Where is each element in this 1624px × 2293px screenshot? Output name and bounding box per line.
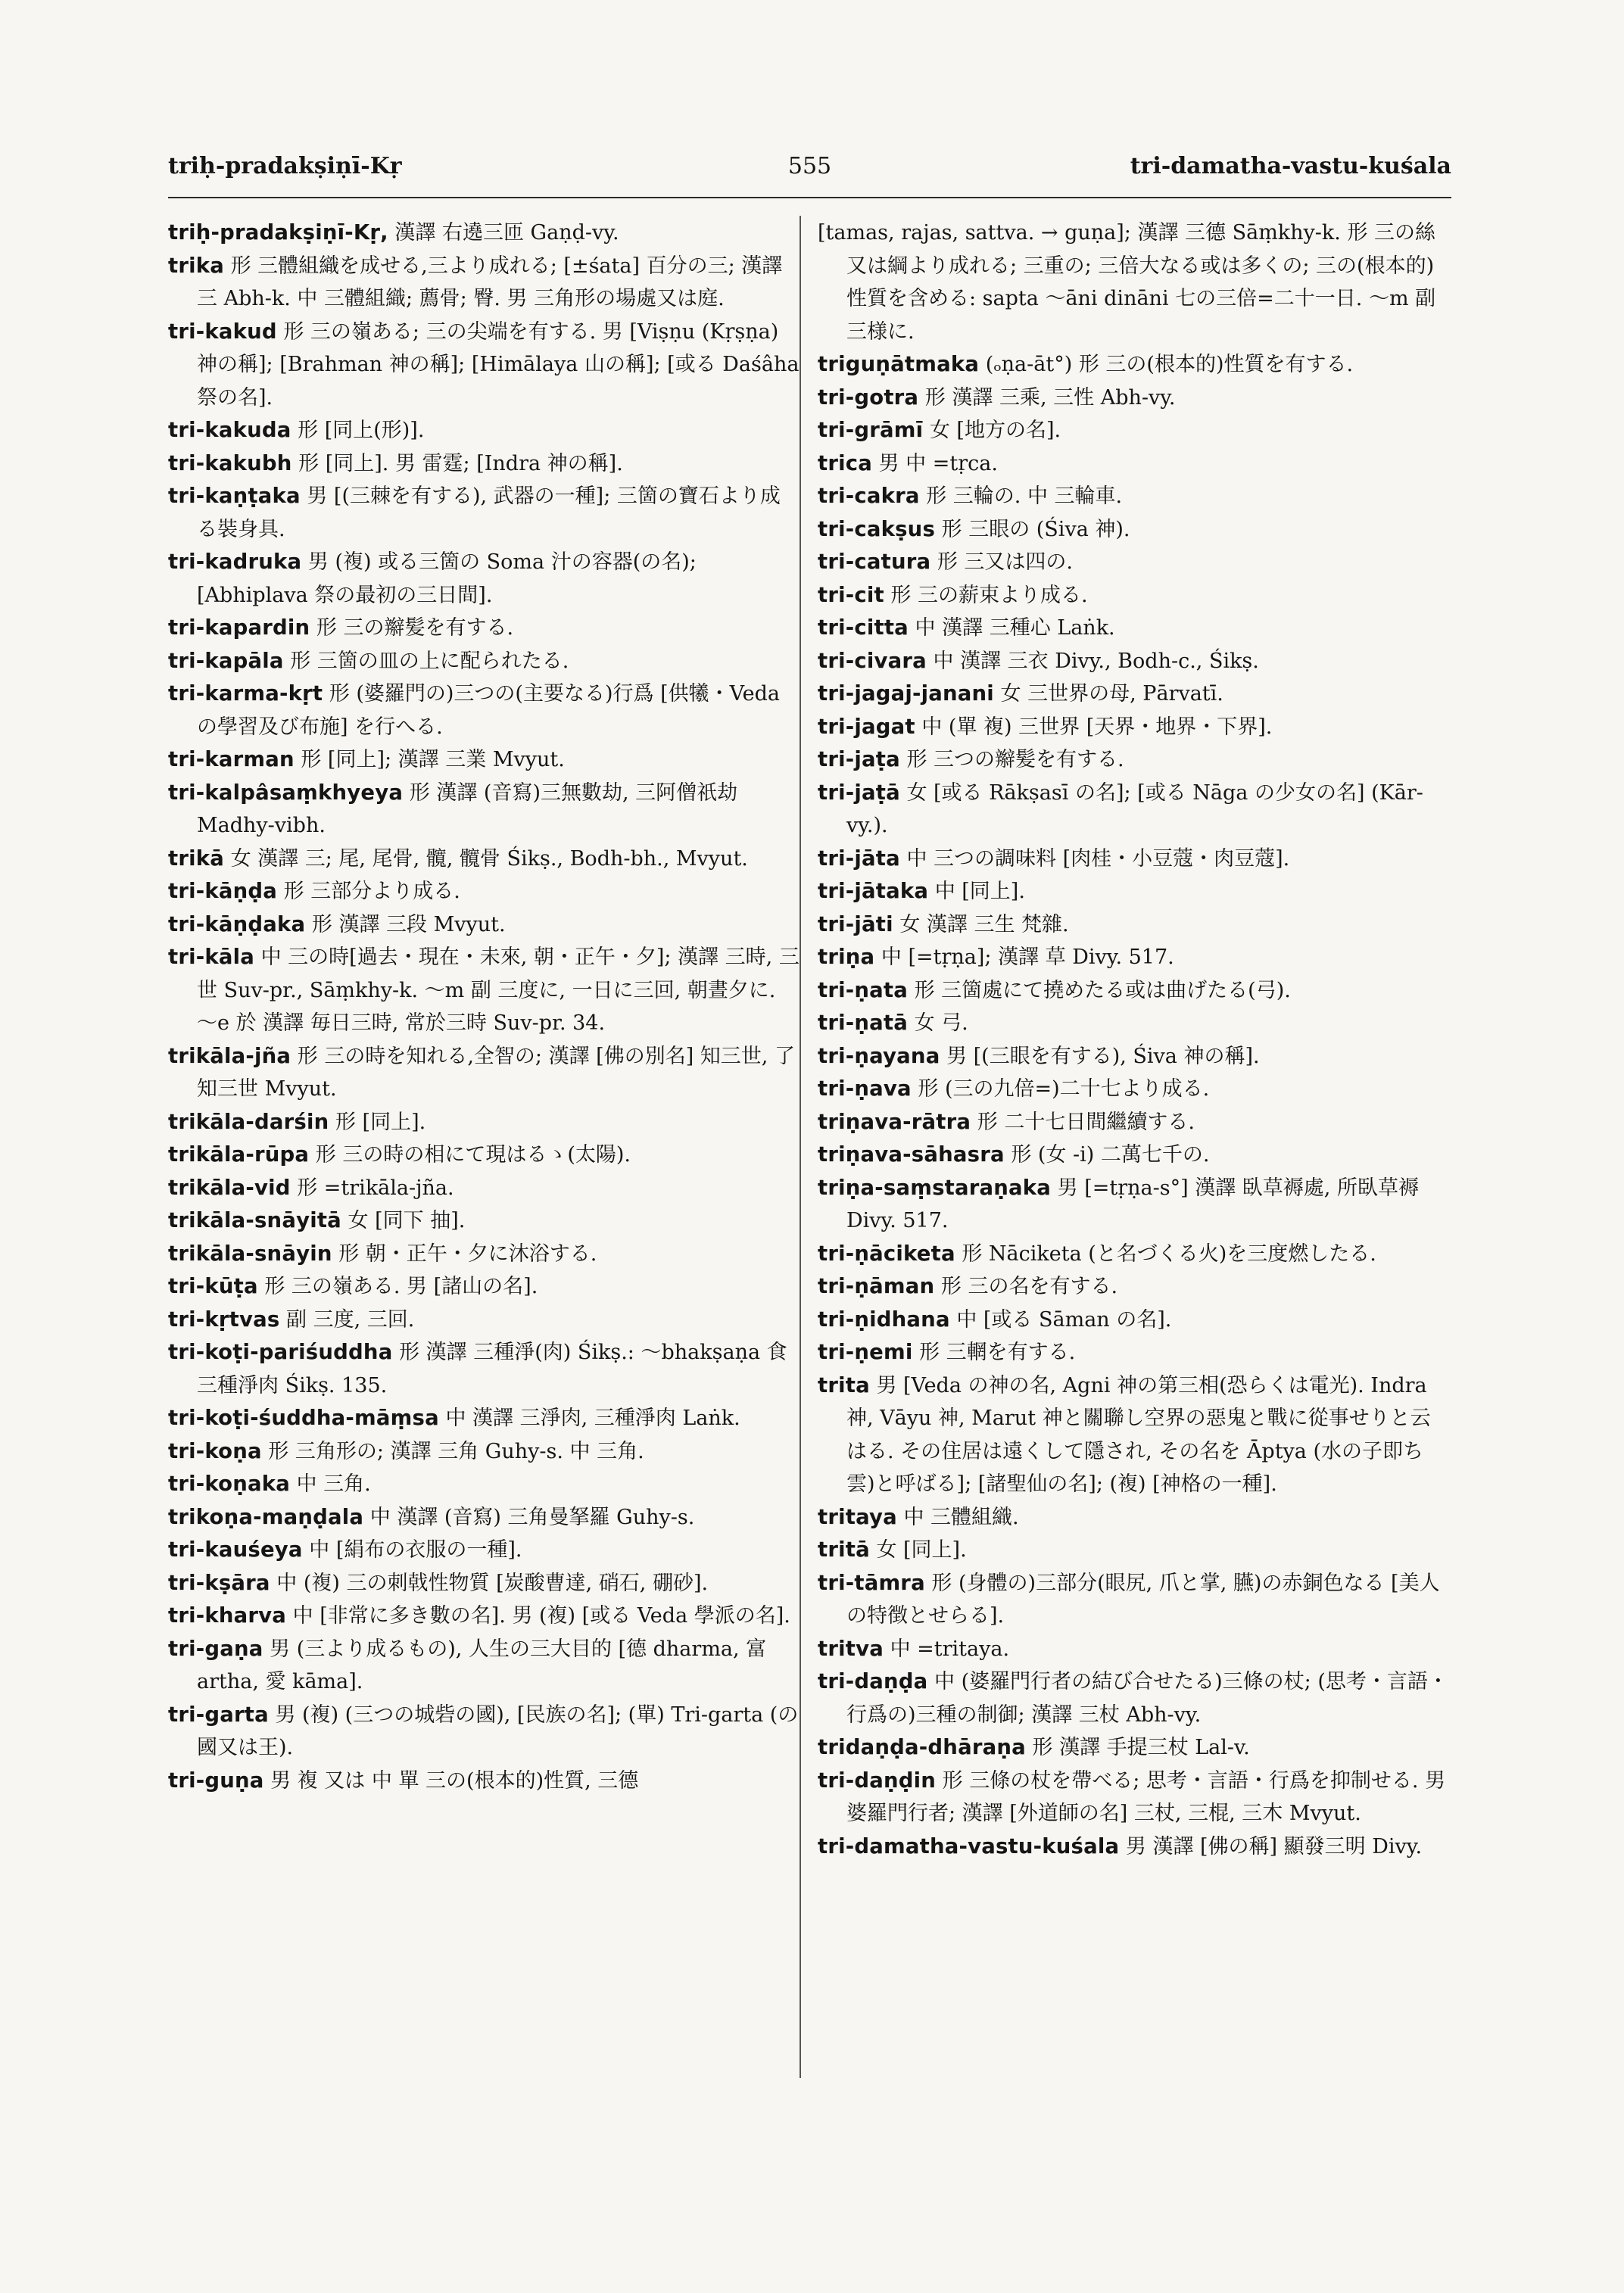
dictionary-entry (168, 1435, 800, 1469)
headword: tri-ṇidhana (818, 1307, 950, 1332)
definition: 形 三角形の; 漢譯 三角 Guhy-s. 中 三角. (268, 1439, 644, 1463)
headword: tri-ṇata (818, 977, 908, 1002)
headword: tri-ṇatā (818, 1011, 908, 1035)
headword: tri-koṭi-śuddha-māṃsa (168, 1406, 439, 1430)
headword: tritaya (818, 1504, 897, 1529)
dictionary-entry (818, 1501, 1450, 1534)
headword: trikāla-darśin (168, 1109, 329, 1134)
right-column (818, 217, 1450, 1863)
definition: 男 [=tṛṇa-s°] 漢譯 臥草褥處, 所臥草褥 Divy. 517. (846, 1176, 1419, 1232)
dictionary-entry (818, 777, 1450, 843)
headword: tri-kāṇḍaka (168, 911, 306, 936)
definition: 形 三の薪束より成る. (890, 583, 1088, 607)
headword: trica (818, 450, 872, 475)
definition: 女 [同上]. (876, 1538, 967, 1562)
headword: tri-kakud (168, 319, 277, 344)
headword: tri-jaṭa (818, 747, 900, 771)
headword: triṇa (818, 945, 875, 969)
headword: tri-kāla (168, 945, 254, 969)
dictionary-entry (168, 843, 800, 876)
headword: trikāla-snāyitā (168, 1208, 341, 1232)
headword: tri-kaṇṭaka (168, 484, 301, 508)
dictionary-entry (818, 974, 1450, 1008)
definition: 形 三眼の (Śiva 神). (941, 517, 1130, 541)
headword: tri-ṇāciketa (818, 1241, 955, 1266)
headword: tri-kṛtvas (168, 1307, 280, 1332)
headword: triṇava-sāhasra (818, 1142, 1005, 1167)
headword: tri-ṇāman (818, 1274, 935, 1298)
headword: tri-daṇḍa (818, 1669, 928, 1693)
dictionary-entry (168, 1336, 800, 1402)
dictionary-entry (818, 1665, 1450, 1731)
definition: 中 漢譯 (音寫) 三角曼拏羅 Guhy-s. (369, 1505, 695, 1529)
definition: 形 三の時の相にて現はるゝ(太陽). (315, 1143, 631, 1167)
definition: 中 三體組織. (903, 1505, 1019, 1529)
definition: 形 三の嶺ある; 三の尖端を有する. 男 [Viṣṇu (Kṛṣṇa) 神の稱]; [Brahman 神の稱]; [Himālaya 山の稱]; [或る Daśâha 祭の名]. (197, 319, 800, 410)
dictionary-entry (168, 1040, 800, 1106)
definition: 女 漢譯 三; 尾, 尾骨, 髖, 髖骨 Śikṣ., Bodh-bh., Mvyut. (230, 846, 748, 871)
headword: trikāla-jña (168, 1043, 291, 1068)
headword: tri-jātaka (818, 879, 929, 903)
definition: 形 (女 -i) 二萬七千の. (1011, 1143, 1210, 1167)
definition: 中 三角. (296, 1472, 371, 1496)
headword: tri-tāmra (818, 1570, 925, 1595)
definition: 中 (單 複) 三世界 [天界・地界・下界]. (921, 715, 1273, 739)
dictionary-entry (818, 348, 1450, 382)
headword: tri-jagat (818, 714, 915, 739)
definition: 形 (三の九倍=)二十七より成る. (918, 1077, 1210, 1101)
headword: tri-kṣāra (168, 1570, 270, 1595)
headword: tri-kadruka (168, 550, 302, 574)
dictionary-entry (818, 1238, 1450, 1271)
dictionary-entry (168, 1567, 800, 1600)
definition: 形 三つの辮髪を有する. (906, 748, 1124, 771)
dictionary-entry (818, 480, 1450, 513)
definition: 漢譯 右遶三匝 Gaṇḍ-vy. (394, 221, 619, 245)
headword: tri-gotra (818, 385, 919, 410)
dictionary-entry (818, 382, 1450, 415)
page-number: 555 (787, 153, 832, 179)
headword: tri-koṇa (168, 1438, 262, 1463)
definition: 女 [地方の名]. (929, 419, 1061, 442)
dictionary-entry (818, 678, 1450, 711)
dictionary-entry (168, 217, 800, 250)
dictionary-entry (168, 1501, 800, 1534)
header-rule (168, 197, 1451, 198)
dictionary-entry (818, 447, 1450, 481)
dictionary-entry (818, 1304, 1450, 1337)
dictionary-entry (818, 1040, 1450, 1073)
dictionary-entry (818, 1106, 1450, 1139)
headword: tri-jāti (818, 911, 893, 936)
left-column (168, 217, 800, 1797)
definition: 形 三の名を有する. (940, 1275, 1118, 1298)
definition: 男 漢譯 [佛の稱] 顯發三明 Divy. (1125, 1834, 1423, 1858)
dictionary-entry (818, 546, 1450, 579)
definition: 中 三の時[過去・現在・未來, 朝・正午・夕]; 漢譯 三時, 三世 Suv-pr., Sāṃkhy-k. ～m 副 三度に, 一日に三回, 朝晝夕に. ～e 於 漢譯 毎日三時, 常於三時 Suv-pr. 34. (197, 946, 800, 1035)
headword: tri-guṇa (168, 1768, 264, 1793)
dictionary-entry (818, 1336, 1450, 1369)
dictionary-entry (168, 941, 800, 1040)
headword: tri-jāta (818, 846, 900, 871)
headword: tritā (818, 1537, 870, 1562)
definition: 中 [絹布の衣服の一種]. (309, 1538, 522, 1562)
headword: tri-karma-kṛt (168, 681, 323, 706)
definition: 形 二十七日間繼續する. (977, 1110, 1195, 1134)
definition: 中 (複) 三の刺戟性物質 [炭酸曹達, 硝石, 硼砂]. (276, 1571, 709, 1595)
definition: 男 [(三眼を有する), Śiva 神の稱]. (946, 1044, 1260, 1068)
dictionary-entry (168, 678, 800, 743)
definition: 男 (三より成るもの), 人生の三大目的 [德 dharma, 富 artha, 愛 kāma]. (197, 1637, 767, 1693)
headword: triṇa-saṃstaraṇaka (818, 1175, 1052, 1200)
definition: 中 [或る Sāman の名]. (956, 1307, 1172, 1332)
dictionary-entry (168, 743, 800, 777)
definition: 形 漢譯 (音寫)三無數劫, 三阿僧祇劫 Madhy-vibh. (197, 780, 738, 837)
headword: tri-ṇava (818, 1076, 912, 1101)
running-head-right: tri-damatha-vastu-kuśala (1130, 153, 1451, 179)
definition: 中 (婆羅門行者の結び合せたる)三條の杖; (思考・言語・行爲の)三種の制御; 漢譯 三杖 Abh-vy. (846, 1670, 1448, 1727)
definition: 男 複 又は 中 單 三の(根本的)性質, 三德 (270, 1768, 639, 1793)
dictionary-entry (168, 480, 800, 546)
dictionary-entry (168, 1204, 800, 1238)
headword: tri-jagaj-janani (818, 681, 994, 706)
dictionary-entry (818, 217, 1450, 348)
definition: 形 [同上(形)]. (298, 419, 425, 442)
dictionary-entry (818, 875, 1450, 908)
definition: 形 三の辮髪を有する. (316, 616, 514, 640)
dictionary-entry (168, 645, 800, 678)
definition: 女 漢譯 三生 梵雜. (899, 912, 1069, 936)
dictionary-entry (168, 1765, 800, 1798)
dictionary-entry (168, 1304, 800, 1337)
dictionary-entry (168, 1270, 800, 1304)
definition: 形 三箇の皿の上に配られたる. (290, 649, 569, 673)
dictionary-entry (818, 513, 1450, 547)
headword: tri-kāṇḍa (168, 879, 278, 903)
dictionary-entry (818, 1534, 1450, 1567)
dictionary-entry (818, 579, 1450, 612)
headword: tri-grāmī (818, 418, 924, 442)
headword: triguṇātmaka (818, 352, 980, 376)
definition: 形 三體組織を成せる,三より成れる; [±śata] 百分の三; 漢譯 三 Abh-k. 中 三體組織; 薦骨; 臀. 男 三角形の場處又は庭. (197, 254, 783, 310)
headword: tri-kapardin (168, 615, 310, 640)
dictionary-entry (818, 1765, 1450, 1830)
headword: tri-koṭi-pariśuddha (168, 1340, 393, 1364)
headword: trikāla-snāyin (168, 1241, 332, 1266)
definition: 女 [或る Rākṣasī の名]; [或る Nāga の少女の名] (Kār-vy.). (846, 780, 1423, 837)
headword: trikā (168, 846, 224, 871)
definition: 形 (婆羅門の)三つの(主要なる)行爲 [供犧・Veda の學習及び布施] を行へる. (197, 682, 780, 739)
dictionary-entry (818, 1270, 1450, 1304)
definition: 形 漢譯 三乘, 三性 Abh-vy. (924, 385, 1176, 410)
headword: tri-ṇayana (818, 1043, 940, 1068)
definition: 形 三箇處にて撓めたる或は曲げたる(弓). (914, 978, 1291, 1002)
definition: 形 三部分より成る. (283, 880, 460, 903)
definition: 形 Nāciketa (と名づくる火)を三度燃したる. (962, 1242, 1376, 1266)
dictionary-entry (818, 711, 1450, 744)
dictionary-entry (168, 1600, 800, 1633)
headword: tri-jaṭā (818, 780, 900, 805)
headword: tri-kharva (168, 1603, 287, 1628)
headword: tri-kapāla (168, 648, 284, 673)
headword: tri-garta (168, 1702, 269, 1727)
headword: trikoṇa-maṇḍala (168, 1504, 364, 1529)
definition: 中 [非常に多き數の名]. 男 (複) [或る Veda 學派の名]. (292, 1604, 790, 1628)
headword: tri-kakuda (168, 418, 291, 442)
dictionary-entry (168, 1468, 800, 1501)
definition: 形 漢譯 三種淨(肉) Śikṣ.: ～bhakṣaṇa 食三種淨肉 Śikṣ. 135. (197, 1341, 787, 1397)
definition: [tamas, rajas, sattva. → guṇa]; 漢譯 三德 Sāṃkhy-k. 形 三の絲又は綱より成れる; 三重の; 三倍大なる或は多くの; 三の(根本的)性質を含める: sapta ～āni dināni 七の三倍=二十一日. ～m 副 三様に. (818, 221, 1436, 344)
dictionary-entry (168, 1534, 800, 1567)
definition: 形 三の嶺ある. 男 [諸山の名]. (264, 1275, 538, 1298)
headword: trikāla-rūpa (168, 1142, 310, 1167)
dictionary-entry (168, 316, 800, 415)
dictionary-entry (818, 414, 1450, 447)
dictionary-entry (168, 875, 800, 908)
definition: 形 三輞を有する. (919, 1341, 1076, 1364)
definition: 中 漢譯 三淨肉, 三種淨肉 Laṅk. (445, 1407, 740, 1430)
dictionary-entry (168, 1699, 800, 1765)
running-head-left: triḥ-pradakṣiṇī-Kṛ (168, 153, 402, 179)
headword: tridaṇḍa-dhāraṇa (818, 1735, 1026, 1759)
dictionary-entry (818, 1731, 1450, 1765)
definition: 女 弓. (914, 1011, 968, 1035)
definition: 形 [同上]. (335, 1110, 426, 1134)
dictionary-entry (818, 843, 1450, 876)
headword: tri-koṇaka (168, 1472, 290, 1496)
definition: 中 三つの調味料 [肉桂・小豆蔻・肉豆蔻]. (906, 846, 1290, 871)
headword: tri-citta (818, 615, 909, 640)
headword: tri-kauśeya (168, 1537, 303, 1562)
dictionary-entry (818, 743, 1450, 777)
headword: tri-cakra (818, 484, 920, 508)
dictionary-entry (168, 1238, 800, 1271)
headword: triṇava-rātra (818, 1109, 971, 1134)
dictionary-entry (818, 1007, 1450, 1040)
headword: tri-cakṣus (818, 516, 936, 541)
definition: 女 [同下 抽]. (348, 1209, 466, 1232)
definition: 女 三世界の母, Pārvatī. (1000, 682, 1223, 706)
headword: trita (818, 1372, 870, 1397)
definition: 形 朝・正午・夕に沐浴する. (338, 1242, 597, 1266)
headword: tri-kakubh (168, 450, 292, 475)
definition: 形 三又は四の. (937, 550, 1074, 574)
definition: 形 (身體の)三部分(眼尻, 爪と掌, 臙)の赤銅色なる [美人の特徴とせらる]. (846, 1571, 1440, 1628)
dictionary-entry (818, 1567, 1450, 1633)
definition: 男 (複) 或る三箇の Soma 汁の容器(の名); [Abhiplava 祭の最初の三日間]. (197, 550, 697, 607)
page-header (168, 153, 1451, 191)
headword: tri-kūṭa (168, 1274, 258, 1298)
dictionary-entry (168, 612, 800, 645)
headword: tri-kalpâsaṃkhyeya (168, 780, 404, 805)
dictionary-entry (168, 250, 800, 316)
headword: trika (168, 253, 224, 278)
dictionary-entry (818, 612, 1450, 645)
dictionary-entry (818, 1172, 1450, 1238)
dictionary-entry (818, 1830, 1450, 1864)
dictionary-entry (168, 546, 800, 612)
definition: 形 三輪の. 中 三輪車. (926, 484, 1123, 508)
dictionary-entry (168, 1139, 800, 1172)
dictionary-entry (168, 1402, 800, 1435)
dictionary-entry (818, 1073, 1450, 1106)
dictionary-entry (818, 941, 1450, 974)
definition: 形 三の時を知れる,全智の; 漢譯 [佛の別名] 知三世, 了知三世 Mvyut. (197, 1044, 795, 1101)
definition: 形 [同上]; 漢譯 三業 Mvyut. (301, 748, 565, 771)
headword: tri-damatha-vastu-kuśala (818, 1833, 1120, 1858)
headword: tri-karman (168, 747, 295, 771)
dictionary-entry (168, 1633, 800, 1699)
definition: 副 三度, 三回. (286, 1307, 415, 1332)
definition: (ₒṇa-āt°) 形 三の(根本的)性質を有する. (985, 353, 1354, 376)
dictionary-entry (818, 908, 1450, 942)
definition: 形 三條の杖を帶べる; 思考・言語・行爲を抑制せる. 男 婆羅門行者; 漢譯 [外道師の名] 三杖, 三棍, 三木 Mvyut. (846, 1768, 1446, 1825)
headword: trikāla-vid (168, 1175, 291, 1200)
dictionary-entry (818, 1139, 1450, 1172)
definition: 中 漢譯 三衣 Divy., Bodh-c., Śikṣ. (933, 649, 1259, 673)
definition: 男 中 =tṛca. (878, 451, 998, 475)
definition: 形 =trikāla-jña. (297, 1176, 454, 1200)
headword: tri-catura (818, 550, 931, 574)
definition: 形 漢譯 三段 Mvyut. (311, 912, 506, 936)
dictionary-entry (818, 1633, 1450, 1666)
dictionary-entry (168, 1106, 800, 1139)
dictionary-entry (168, 447, 800, 481)
definition: 中 漢譯 三種心 Laṅk. (915, 616, 1115, 640)
definition: 男 [(三棘を有する), 武器の一種]; 三箇の寶石より成る裝身具. (197, 484, 781, 541)
definition: 中 =tritaya. (890, 1637, 1010, 1661)
dictionary-entry (168, 414, 800, 447)
headword: tri-civara (818, 648, 927, 673)
headword: tri-ṇemi (818, 1340, 913, 1364)
definition: 中 [=tṛṇa]; 漢譯 草 Divy. 517. (881, 946, 1174, 969)
definition: 男 (複) (三つの城砦の國), [民族の名]; (單) Tri-garta (の國又は王). (197, 1703, 799, 1759)
dictionary-entry (168, 777, 800, 843)
definition: 男 [Veda の神の名, Agni 神の第三相(恐らくは電光). Indra 神, Vāyu 神, Marut 神と關聯し空界の惡鬼と戰に從事せりと云はる. その住居は遠くして隱され, その名を Āptya (水の子即ち雲)と呼ばる]; [諸聖仙の名]; (複) [神格の一種]. (846, 1373, 1431, 1496)
dictionary-entry (818, 645, 1450, 678)
definition: 形 [同上]. 男 雷霆; [Indra 神の稱]. (298, 451, 623, 475)
dictionary-entry (818, 1369, 1450, 1501)
headword: triḥ-pradakṣiṇī-Kṛ, (168, 220, 388, 245)
headword: tri-daṇḍin (818, 1768, 937, 1793)
headword: tri-gaṇa (168, 1636, 263, 1661)
headword: tritva (818, 1636, 884, 1661)
definition: 形 漢譯 手提三杖 Lal-v. (1032, 1736, 1250, 1759)
headword: tri-cit (818, 582, 884, 607)
dictionary-entry (168, 1172, 800, 1205)
dictionary-entry (168, 908, 800, 942)
definition: 中 [同上]. (934, 880, 1025, 903)
